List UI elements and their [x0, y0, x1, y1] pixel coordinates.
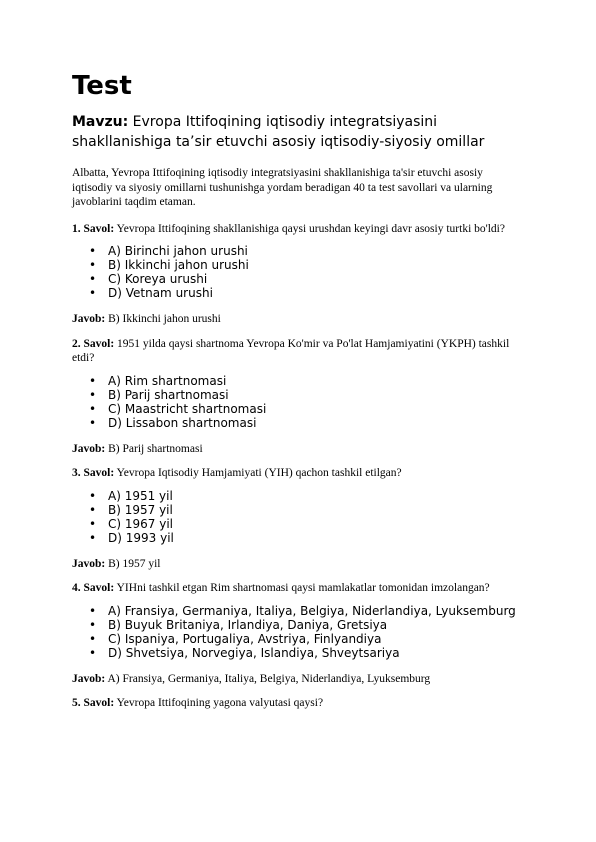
bullet-icon: •: [89, 272, 97, 286]
question-2: [72, 337, 524, 366]
option-text: B) Ikkinchi jahon urushi: [108, 258, 249, 272]
topic-label: Mavzu:: [72, 114, 129, 130]
option-text: C) 1967 yil: [108, 516, 173, 531]
question-text: Yevropa Iqtisodiy Hamjamiyati (YIH) qachon tashkil etilgan?: [116, 467, 402, 479]
answer-text: B) Parij shartnomasi: [108, 442, 203, 455]
option-item: [89, 503, 524, 517]
answer-label: Javob:: [72, 313, 106, 325]
topic-subtitle: [72, 112, 524, 152]
answer-2: [72, 442, 524, 457]
question-text: Yevropa Ittifoqining yagona valyutasi qaysi?: [116, 697, 324, 709]
bullet-icon: •: [89, 286, 97, 300]
question-label: 3. Savol:: [72, 467, 115, 479]
question-3: [72, 466, 524, 481]
option-text: D) Lissabon shartnomasi: [108, 415, 257, 430]
bullet-icon: •: [89, 373, 97, 388]
answer-label: Javob:: [72, 557, 106, 570]
option-item: [89, 618, 524, 632]
option-text: D) 1993 yil: [108, 530, 174, 545]
option-item: [89, 646, 524, 660]
answer-text: B) Ikkinchi jahon urushi: [108, 313, 221, 325]
bullet-icon: •: [89, 401, 97, 416]
intro-paragraph: Albatta, Yevropa Ittifoqining iqtisodiy integratsiyasini shakllanishiga ta'sir etuvchi asosiy iqtisodiy va siyosiy omillarni tushunishga yordam beradigan 40 ta test savollari va ularning javoblarini taqdim etaman.: [72, 167, 493, 208]
option-text: C) Koreya urushi: [108, 272, 208, 286]
option-item: [89, 416, 524, 430]
bullet-icon: •: [89, 645, 97, 660]
option-text: C) Ispaniya, Portugaliya, Avstriya, Finlyandiya: [108, 631, 382, 646]
option-text: C) Maastricht shartnomasi: [108, 401, 267, 416]
option-item: [89, 388, 524, 402]
document-page: [72, 70, 524, 719]
answer-4: [72, 672, 524, 687]
bullet-icon: •: [89, 530, 97, 545]
bullet-icon: •: [89, 415, 97, 430]
question-1: [72, 222, 524, 237]
option-item: [89, 517, 524, 531]
answer-label: Javob:: [72, 442, 106, 455]
question-4: [72, 581, 524, 596]
options-list-4: [72, 604, 524, 660]
option-text: A) Fransiya, Germaniya, Italiya, Belgiya, Niderlandiya, Lyuksemburg: [108, 603, 516, 618]
option-item: [89, 244, 524, 258]
question-text: 1951 yilda qaysi shartnoma Yevropa Ko'mir va Po'lat Hamjamiyatini (YKPH) tashkil etdi?: [72, 337, 510, 364]
option-text: A) 1951 yil: [108, 488, 173, 503]
question-label: 5. Savol:: [72, 697, 115, 709]
bullet-icon: •: [89, 631, 97, 646]
question-label: 4. Savol:: [72, 582, 115, 594]
option-text: B) Parij shartnomasi: [108, 387, 229, 402]
option-item: [89, 489, 524, 503]
bullet-icon: •: [89, 603, 97, 618]
answer-3: [72, 557, 524, 572]
option-text: A) Rim shartnomasi: [108, 373, 227, 388]
bullet-icon: •: [89, 488, 97, 503]
answer-1: [72, 312, 524, 327]
options-list-2: [72, 374, 524, 430]
topic-text: Evropa Ittifoqining iqtisodiy integratsiyasini shakllanishiga ta’sir etuvchi asosiy iqtisodiy-siyosiy omillar: [72, 114, 485, 150]
bullet-icon: •: [89, 502, 97, 517]
option-item: [89, 258, 524, 272]
bullet-icon: •: [89, 516, 97, 531]
bullet-icon: •: [89, 258, 97, 272]
question-5: [72, 696, 524, 711]
option-item: [89, 286, 524, 300]
option-item: [89, 374, 524, 388]
bullet-icon: •: [89, 617, 97, 632]
option-text: B) 1957 yil: [108, 502, 173, 517]
bullet-icon: •: [89, 244, 97, 258]
answer-label: Javob:: [72, 672, 106, 685]
page-title: Test: [72, 71, 132, 101]
option-item: [89, 402, 524, 416]
option-item: [89, 604, 524, 618]
question-label: 1. Savol:: [72, 222, 115, 235]
question-text: Yevropa Ittifoqining shakllanishiga qaysi urushdan keyingi davr asosiy turtki bo'ldi?: [116, 222, 505, 235]
option-item: [89, 531, 524, 545]
option-text: B) Buyuk Britaniya, Irlandiya, Daniya, Gretsiya: [108, 617, 388, 632]
answer-text: B) 1957 yil: [108, 557, 161, 570]
answer-text: A) Fransiya, Germaniya, Italiya, Belgiya, Niderlandiya, Lyuksemburg: [107, 672, 431, 685]
option-text: D) Vetnam urushi: [108, 286, 213, 300]
question-text: YIHni tashkil etgan Rim shartnomasi qaysi mamlakatlar tomonidan imzolangan?: [116, 582, 490, 594]
options-list-3: [72, 489, 524, 545]
option-item: [89, 272, 524, 286]
option-text: A) Birinchi jahon urushi: [108, 244, 248, 258]
options-list-1: [72, 244, 524, 300]
bullet-icon: •: [89, 387, 97, 402]
question-label: 2. Savol:: [72, 337, 115, 350]
option-text: D) Shvetsiya, Norvegiya, Islandiya, Shveytsariya: [108, 645, 400, 660]
option-item: [89, 632, 524, 646]
